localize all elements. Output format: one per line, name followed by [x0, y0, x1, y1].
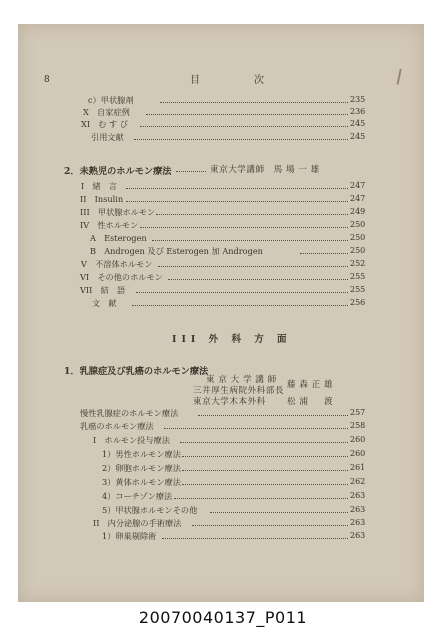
toc-page: 247 [350, 181, 366, 190]
author-title: 三井厚生病院外科部長 [193, 386, 284, 396]
leader-dots [134, 138, 348, 140]
toc-page: 252 [350, 259, 366, 268]
leader-dots [174, 497, 348, 499]
toc-page: 235 [350, 95, 366, 104]
leader-dots [140, 125, 348, 127]
toc-label: II 内分泌腺の手術療法 [93, 518, 182, 528]
toc-page: 263 [350, 491, 366, 500]
toc-page: 250 [350, 220, 366, 229]
toc-page: 262 [350, 477, 366, 486]
toc-label: I ホルモン投与療法 [93, 435, 170, 445]
toc-page: 261 [350, 463, 366, 472]
section-title: 1．乳腺症及び乳癌のホルモン療法 [64, 366, 209, 377]
leader-dots [192, 524, 348, 526]
toc-label: I 緒 言 [81, 181, 117, 191]
toc-label: 2）卵胞ホルモン療法 [102, 463, 181, 473]
toc-page: 263 [350, 505, 366, 514]
toc-label: 引用文献 [91, 132, 124, 142]
toc-page: 258 [350, 421, 366, 430]
toc-page: 255 [350, 285, 366, 294]
leader-dots [158, 265, 348, 267]
toc-page: 257 [350, 408, 366, 417]
toc-page: 256 [350, 298, 366, 307]
leader-dots [182, 469, 348, 471]
toc-label: VI その他のホルモン [80, 272, 163, 282]
leader-dots [182, 455, 348, 457]
toc-page: 250 [350, 233, 366, 242]
leader-dots [152, 239, 348, 241]
leader-dots [180, 441, 348, 443]
toc-label: 乳癌のホルモン療法 [80, 421, 154, 431]
section-title: 2．未熟児のホルモン療法 [64, 166, 172, 177]
leader-dots [168, 278, 348, 280]
toc-label: 1）男性ホルモン療法 [102, 449, 181, 459]
leader-dots [182, 483, 348, 485]
toc-label: 3）黄体ホルモン療法 [102, 477, 181, 487]
author-title: 東 京 大 学 講 師 [206, 375, 277, 385]
part-heading: III 外 科 方 面 [172, 334, 292, 345]
leader-dots [164, 427, 348, 429]
toc-page: 245 [350, 132, 366, 141]
toc-page: 255 [350, 272, 366, 281]
toc-label: III 甲状腺ホルモン [80, 207, 156, 217]
author-name: 藤 森 正 雄 [287, 380, 334, 390]
toc-page: 245 [350, 119, 366, 128]
leader-dots [160, 101, 348, 103]
leader-dots [156, 213, 348, 215]
leader-dots [198, 414, 348, 416]
toc-label: 1）卵巣剔除術 [102, 531, 157, 541]
author-name: 松 浦 渡 [287, 397, 334, 407]
toc-page: 250 [350, 246, 366, 255]
leader-dots [140, 226, 348, 228]
leader-dots [162, 537, 348, 539]
leader-dots [300, 252, 348, 254]
toc-label: 文 献 [92, 298, 117, 308]
page-number: 8 [44, 75, 50, 85]
toc-page: 249 [350, 207, 366, 216]
toc-label: A Esterogen [90, 233, 147, 243]
image-caption: 20070040137_P011 [138, 608, 308, 627]
author-title: 東京大学木本外科 [193, 397, 266, 407]
toc-page: 236 [350, 107, 366, 116]
toc-page: 247 [350, 194, 366, 203]
leader-dots [126, 200, 348, 202]
toc-label: 慢性乳腺症のホルモン療法 [80, 408, 179, 418]
toc-label: IV 性ホルモン [80, 220, 139, 230]
toc-label: II Insulin [80, 194, 124, 204]
toc-page: 260 [350, 435, 366, 444]
toc-page: 260 [350, 449, 366, 458]
section-author: 東京大学講師 馬 場 一 雄 [210, 165, 320, 175]
leader-dots [132, 304, 348, 306]
toc-label: B Androgen 及び Esterogen 加 Androgen [90, 246, 263, 256]
toc-label: VII 結 語 [80, 285, 126, 295]
leader-dots [136, 291, 348, 293]
leader-dots [126, 187, 348, 189]
toc-label: 5）甲状腺ホルモンその他 [102, 505, 198, 515]
toc-label: V 不溶体ホルモン [81, 259, 153, 269]
leader-dots [146, 113, 348, 115]
toc-label: 4）コーチゾン療法 [102, 491, 173, 501]
toc-label: c）甲状腺剤 [88, 95, 134, 105]
toc-label: X 自家症例 [83, 107, 130, 117]
leader-dots [176, 170, 206, 172]
toc-page: 263 [350, 518, 366, 527]
leader-dots [210, 511, 348, 513]
page-heading: 目 次 [190, 75, 286, 86]
toc-page: 263 [350, 531, 366, 540]
toc-label: XI む す び [81, 119, 129, 129]
